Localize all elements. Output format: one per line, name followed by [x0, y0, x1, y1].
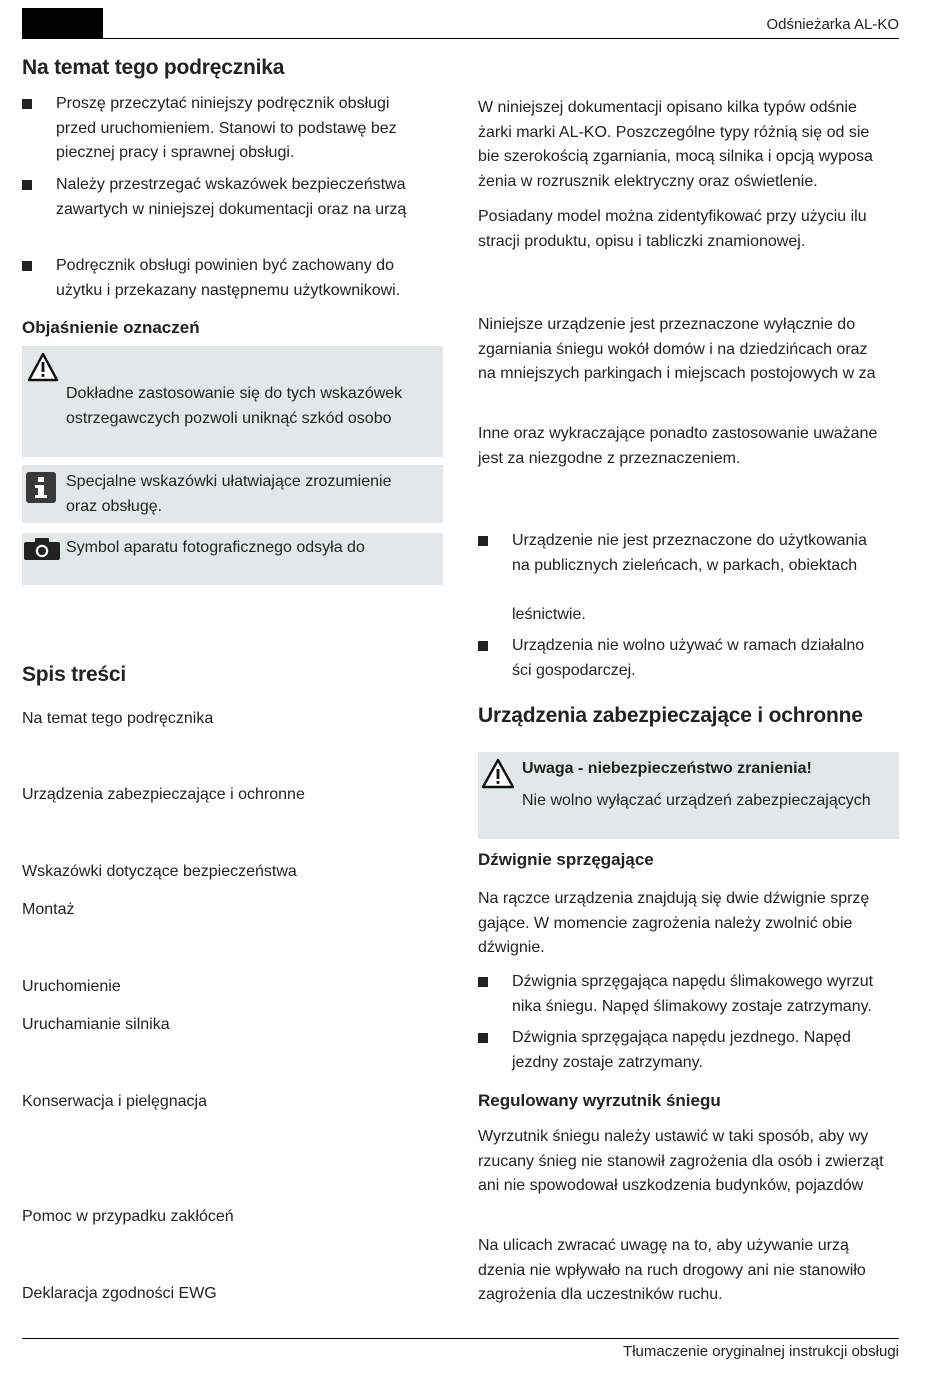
toc-item[interactable]: Wskazówki dotyczące bezpieczeństwa [22, 863, 297, 880]
levers-bullet-2: Dźwignia sprzęgająca napędu jezdnego. Napęd jezdny zostaje zatrzymany. [478, 1026, 899, 1075]
bullet-square-icon [22, 261, 32, 271]
bullet-square-icon [22, 180, 32, 190]
safety-warning-title: Uwaga - niebezpieczeństwo zranienia! [522, 760, 812, 777]
about-bullet-3: Podręcznik obsługi powinien być zachowany do użytku i przekazany następnemu użytkownikowi. [22, 254, 442, 303]
about-bullet-2: Należy przestrzegać wskazówek bezpieczeństwa zawartych w niniejszej dokumentacji oraz na urzą [22, 173, 442, 222]
toc-item[interactable]: Pomoc w przypadku zakłóceń [22, 1208, 234, 1225]
intro-paragraph-2: Posiadany model można zidentyfikować przy użyciu ilu stracji produktu, opisu i tabliczki znamionowej. [478, 208, 867, 250]
info-note-line: Specjalne wskazówki ułatwiające zrozumienie [66, 473, 392, 490]
bullet-square-icon [478, 977, 488, 987]
warning-note-line: Dokładne zastosowanie się do tych wskazówek [66, 385, 403, 402]
header-black-block [22, 8, 103, 39]
toc-item[interactable]: Uruchamianie silnika [22, 1016, 170, 1033]
about-bullet-1: Proszę przeczytać niniejszy podręcznik obsługi przed uruchomieniem. Stanowi to podstawę bez piecznej pracy i sprawnej obsługi. [22, 92, 442, 166]
camera-note-line: Symbol aparatu fotograficznego odsyła do [66, 539, 365, 556]
camera-icon [24, 538, 60, 560]
header-title: Odśnieżarka AL-KO [766, 16, 899, 33]
bullet-square-icon [478, 536, 488, 546]
safety-heading: Urządzenia zabezpieczające i ochronne [478, 704, 863, 727]
usage-bullet-1: Urządzenie nie jest przeznaczone do użytkowania na publicznych zieleńcach, w parkach, obiektach [478, 529, 899, 578]
warning-note-line: ostrzegawczych pozwoli uniknąć szkód osobo [66, 409, 392, 427]
symbols-heading: Objaśnienie oznaczeń [22, 318, 200, 337]
camera-note-box [22, 533, 443, 585]
safety-warning-box [478, 752, 899, 839]
info-icon [26, 472, 56, 503]
warning-triangle-icon [27, 352, 59, 382]
toc-item[interactable]: Deklaracja zgodności EWG [22, 1285, 217, 1302]
levers-paragraph: Na rączce urządzenia znajdują się dwie dźwignie sprzę gające. W momencie zagrożenia należy zwolnić obie dźwignie. [478, 890, 870, 956]
footer-rule [22, 1338, 899, 1339]
toc-item[interactable]: Montaż [22, 901, 75, 918]
chute-heading: Regulowany wyrzutnik śniegu [478, 1091, 721, 1110]
toc-item[interactable]: Urządzenia zabezpieczające i ochronne [22, 786, 305, 803]
about-heading: Na temat tego podręcznika [22, 56, 285, 79]
levers-bullet-1: Dźwignia sprzęgająca napędu ślimakowego wyrzut nika śniegu. Napęd ślimakowy zostaje zatrzymany. [478, 970, 899, 1019]
footer-title: Tłumaczenie oryginalnej instrukcji obsługi [623, 1343, 899, 1360]
levers-heading: Dźwignie sprzęgające [478, 850, 654, 869]
toc-item[interactable]: Na temat tego podręcznika [22, 710, 214, 727]
usage-bullet-continuation: leśnictwie. [512, 606, 586, 623]
chute-paragraph-2: Na ulicach zwracać uwagę na to, aby używanie urzą dzenia nie wpływało na ruch drogowy ani nie stanowiło zagrożenia dla uczestników ruchu. [478, 1237, 866, 1303]
bullet-square-icon [478, 1033, 488, 1043]
warning-triangle-icon [481, 758, 515, 789]
toc-heading: Spis treści [22, 663, 127, 686]
toc-item[interactable]: Konserwacja i pielęgnacja [22, 1093, 207, 1110]
header-rule [22, 38, 899, 39]
chute-paragraph-1: Wyrzutnik śniegu należy ustawić w taki sposób, aby wy rzucany śnieg nie stanowił zagrożenia dla osób i zwierząt ani nie spowodował uszkodzenia budynków, pojazdów [478, 1128, 884, 1194]
usage-paragraph-1: Niniejsze urządzenie jest przeznaczone wyłącznie do zgarniania śniegu wokół domów i na dziedzińcach oraz na mniejszych parkingach i miejscach postojowych w za [478, 316, 876, 382]
info-note-line: oraz obsługę. [66, 497, 163, 515]
safety-warning-text: Nie wolno wyłączać urządzeń zabezpieczających [522, 792, 871, 809]
info-note-box [22, 465, 443, 523]
bullet-square-icon [478, 641, 488, 651]
warning-note-box [22, 346, 443, 457]
usage-bullet-2: Urządzenia nie wolno używać w ramach działalno ści gospodarczej. [478, 634, 899, 683]
usage-paragraph-2: Inne oraz wykraczające ponadto zastosowanie uważane jest za niezgodne z przeznaczeniem. [478, 425, 878, 467]
intro-paragraph-1: W niniejszej dokumentacji opisano kilka typów odśnie żarki marki AL-KO. Poszczególne typy różnią się od sie bie szerokością zgarniania, mocą silnika i opcją wyposa żenia w rozrusznik elektryczny oraz oświetlenie. [478, 99, 873, 190]
toc-item[interactable]: Uruchomienie [22, 978, 121, 995]
bullet-square-icon [22, 99, 32, 109]
